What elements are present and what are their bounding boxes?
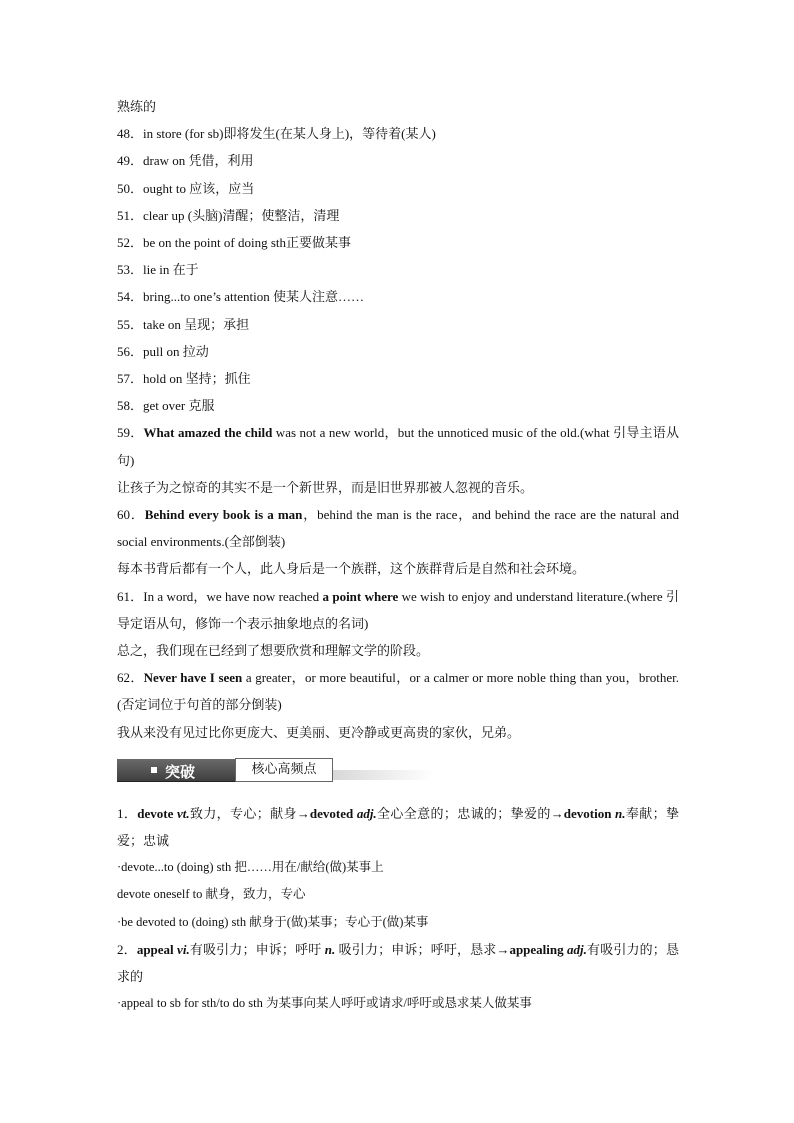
definition: 吸引力；申诉；呼吁，恳求→: [335, 941, 510, 957]
usage-line: ·be devoted to (doing) sth 献身于(做)某事；专心于(做)某事: [117, 914, 429, 929]
part-of-speech: n.: [611, 805, 626, 821]
phrase-item-53: 53．lie in 在于: [117, 262, 199, 278]
vocab-item-1: [117, 800, 679, 854]
usage-line: ·appeal to sb for sth/to do sth 为某事向某人呼吁或请求/呼吁或恳求某人做某事: [117, 996, 532, 1011]
sentence-number: 59．: [117, 425, 144, 441]
sentence-59: [117, 419, 679, 473]
sentence-60: [117, 501, 679, 555]
sentence-number: 61．: [117, 588, 144, 604]
part-of-speech: vt.: [173, 805, 190, 821]
banner-rule: [333, 770, 433, 780]
phrase-item-49: 49．draw on 凭借，利用: [117, 153, 254, 169]
headword: appeal: [136, 941, 174, 957]
part-of-speech: adj.: [353, 805, 377, 821]
definition: 全心全意的；忠诚的；挚爱的→: [376, 805, 564, 821]
phrase-item-54: 54．bring...to one’s attention 使某人注意……: [117, 289, 364, 305]
text-line: 熟练的: [117, 99, 157, 114]
sentence-number: 60．: [117, 507, 145, 523]
sentence-59-translation: 让孩子为之惊奇的其实不是一个新世界，而是旧世界那被人忽视的音乐。: [117, 479, 534, 495]
banner-title-box: [117, 759, 237, 782]
banner-tab: 核心高频点: [235, 758, 333, 782]
document-page: [117, 93, 679, 1018]
sentence-text: we wish to enjoy and understand literature.(where 引导定语从句，修饰一个表示抽象地点的名词): [117, 588, 679, 631]
derived-word: appealing: [509, 941, 564, 957]
sentence-key-phrase: What amazed the child: [143, 425, 273, 441]
sentence-60-translation: 每本书背后都有一个人，此人身后是一个族群，这个族群背后是自然和社会环境。: [117, 561, 586, 577]
part-of-speech: vi.: [173, 941, 190, 957]
vocab-item-2: [117, 936, 679, 990]
phrase-item-58: 58．get over 克服: [117, 398, 215, 414]
sentence-61-translation: 总之，我们现在已经到了想要欣赏和理解文学的阶段。: [117, 643, 430, 659]
phrase-item-50: 50．ought to 应该，应当: [117, 180, 255, 196]
part-of-speech: adj.: [563, 941, 587, 957]
sentence-key-phrase: Never have I seen: [143, 670, 243, 686]
usage-line: ·devote...to (doing) sth 把……用在/献给(做)某事上: [117, 860, 384, 875]
square-bullet-icon: [151, 767, 157, 773]
phrase-item-48: 48．in store (for sb)即将发生(在某人身上)，等待着(某人): [117, 126, 436, 142]
part-of-speech: n.: [324, 941, 336, 957]
banner-title: 突破: [165, 762, 196, 781]
definition: 致力，专心；献身→: [189, 805, 310, 821]
phrase-item-55: 55．take on 呈现；承担: [117, 316, 250, 332]
sentence-61: [117, 583, 679, 637]
phrase-item-52: 52．be on the point of doing sth正要做某事: [117, 235, 351, 251]
sentence-text: In a word，we have now reached: [143, 588, 323, 604]
sentence-text: a greater，or more beautiful，or a calmer or more noble thing than you，brother.(否定词位于句首的部分倒装): [117, 670, 679, 713]
phrase-item-56: 56．pull on 拉动: [117, 343, 209, 359]
sentence-62: [117, 664, 679, 718]
definition: 奉献；挚爱；忠诚: [117, 805, 679, 849]
sentence-number: 62．: [117, 670, 144, 686]
phrase-item-51: 51．clear up (头脑)清醒；使整洁，清理: [117, 207, 340, 223]
derived-word: devoted: [309, 805, 354, 821]
derived-word: devotion: [563, 805, 612, 821]
sentence-text: ，behind the man is the race，and behind the race are the natural and social environments.(全部倒装): [117, 507, 679, 550]
sentence-text: was not a new world，but the unnoticed music of the old.(what 引导主语从句): [117, 425, 679, 468]
item-number: 1．: [117, 805, 138, 821]
definition: 有吸引力的；恳求的: [117, 941, 679, 985]
headword: devote: [137, 805, 174, 821]
sentence-62-translation: 我从来没有见过比你更庞大、更美丽、更冷静或更高贵的家伙，兄弟。: [117, 724, 521, 740]
sentence-key-phrase: Behind every book is a man: [144, 507, 303, 523]
usage-line: devote oneself to 献身，致力，专心: [117, 887, 306, 902]
definition: 有吸引力；申诉；呼吁: [189, 941, 325, 957]
section-banner: [117, 758, 432, 782]
sentence-key-phrase: a point where: [322, 588, 399, 604]
phrase-item-57: 57．hold on 坚持；抓住: [117, 371, 251, 387]
item-number: 2．: [117, 941, 137, 957]
